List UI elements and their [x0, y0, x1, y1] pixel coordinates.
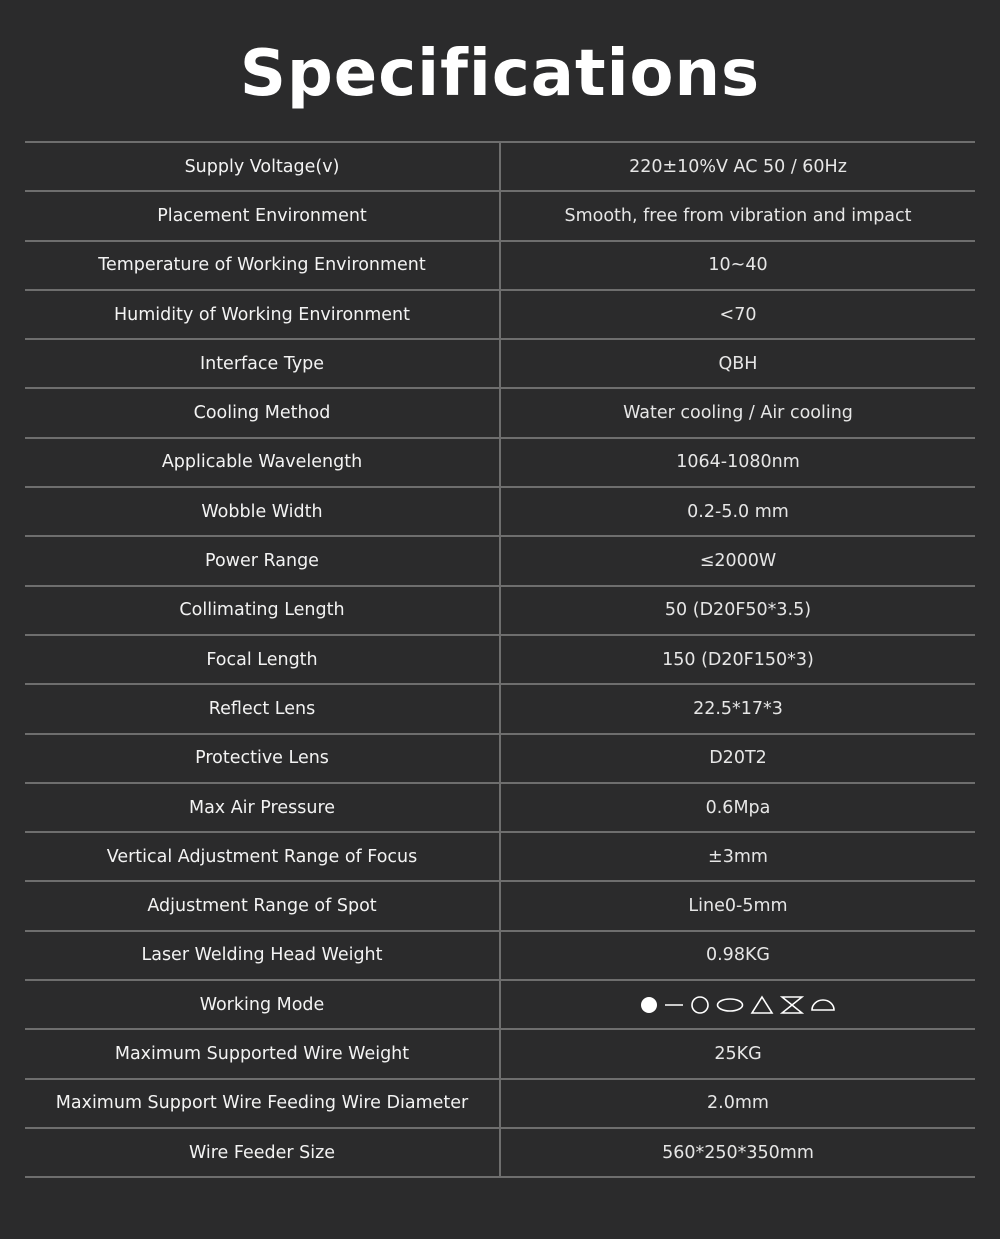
- working-mode-icons: [640, 995, 836, 1015]
- spec-value: 150 (D20F150*3): [662, 649, 814, 670]
- spec-name: Wire Feeder Size: [25, 1129, 501, 1176]
- table-row: [25, 439, 975, 488]
- spec-name: Protective Lens: [25, 735, 501, 782]
- ellipse-icon: [716, 996, 744, 1014]
- spec-name: Adjustment Range of Spot: [25, 882, 501, 929]
- table-row: [25, 587, 975, 636]
- spec-value: ±3mm: [708, 846, 768, 867]
- table-row: [25, 242, 975, 291]
- table-row: [25, 833, 975, 882]
- spec-value: 10~40: [708, 255, 768, 276]
- spec-name: Maximum Support Wire Feeding Wire Diameter: [25, 1080, 501, 1127]
- spec-value: 0.98KG: [705, 945, 770, 966]
- table-row: [25, 291, 975, 340]
- spec-value: 50 (D20F50*3.5): [664, 600, 812, 621]
- spec-name: Temperature of Working Environment: [25, 242, 501, 289]
- spec-name: Applicable Wavelength: [25, 439, 501, 486]
- table-row: [25, 143, 975, 192]
- circle-icon: [690, 995, 710, 1015]
- spec-name: Vertical Adjustment Range of Focus: [25, 833, 501, 880]
- spec-name: Focal Length: [25, 636, 501, 683]
- hourglass-icon: [780, 995, 804, 1015]
- table-row: [25, 340, 975, 389]
- table-row: [25, 981, 975, 1030]
- spec-value: 220±10%V AC 50 / 60Hz: [629, 156, 847, 177]
- table-row: [25, 685, 975, 734]
- spec-name: Working Mode: [25, 981, 501, 1028]
- spec-value: Smooth, free from vibration and impact: [564, 205, 912, 226]
- table-row: [25, 537, 975, 586]
- spec-value: <70: [719, 304, 757, 325]
- spec-name: Wobble Width: [25, 488, 501, 535]
- spec-name: Humidity of Working Environment: [25, 291, 501, 338]
- spec-name: Collimating Length: [25, 587, 501, 634]
- spec-value: 2.0mm: [707, 1093, 769, 1114]
- spec-value: D20T2: [709, 748, 767, 769]
- spec-name: Cooling Method: [25, 389, 501, 436]
- spec-value: 25KG: [714, 1043, 762, 1064]
- spec-name: Maximum Supported Wire Weight: [25, 1030, 501, 1077]
- spec-value: QBH: [718, 353, 758, 374]
- table-row: [25, 784, 975, 833]
- table-row: [25, 932, 975, 981]
- spec-name: Laser Welding Head Weight: [25, 932, 501, 979]
- table-row: [25, 1030, 975, 1079]
- triangle-icon: [750, 995, 774, 1015]
- filled-dot-icon: [640, 996, 658, 1014]
- spec-name: Max Air Pressure: [25, 784, 501, 831]
- semicircle-icon: [810, 996, 836, 1014]
- spec-value: 22.5*17*3: [693, 698, 783, 719]
- spec-name: Power Range: [25, 537, 501, 584]
- spec-value: [501, 981, 975, 1028]
- spec-name: Interface Type: [25, 340, 501, 387]
- line-icon: [664, 996, 684, 1014]
- spec-value: 0.2-5.0 mm: [687, 501, 789, 522]
- spec-name: Reflect Lens: [25, 685, 501, 732]
- spec-value: Line0-5mm: [688, 896, 788, 917]
- table-row: [25, 882, 975, 931]
- table-row: [25, 488, 975, 537]
- table-row: [25, 389, 975, 438]
- spec-value: Water cooling / Air cooling: [623, 403, 853, 424]
- table-row: [25, 1129, 975, 1178]
- spec-value: 560*250*350mm: [662, 1142, 814, 1163]
- spec-name: Supply Voltage(v): [25, 143, 501, 190]
- table-row: [25, 735, 975, 784]
- spec-table: [25, 141, 975, 1178]
- page-title: Specifications: [239, 37, 761, 111]
- table-row: [25, 636, 975, 685]
- spec-value: 0.6Mpa: [705, 797, 771, 818]
- spec-value: ≤2000W: [699, 551, 777, 572]
- table-row: [25, 192, 975, 241]
- spec-name: Placement Environment: [25, 192, 501, 239]
- table-row: [25, 1080, 975, 1129]
- spec-value: 1064-1080nm: [676, 452, 800, 473]
